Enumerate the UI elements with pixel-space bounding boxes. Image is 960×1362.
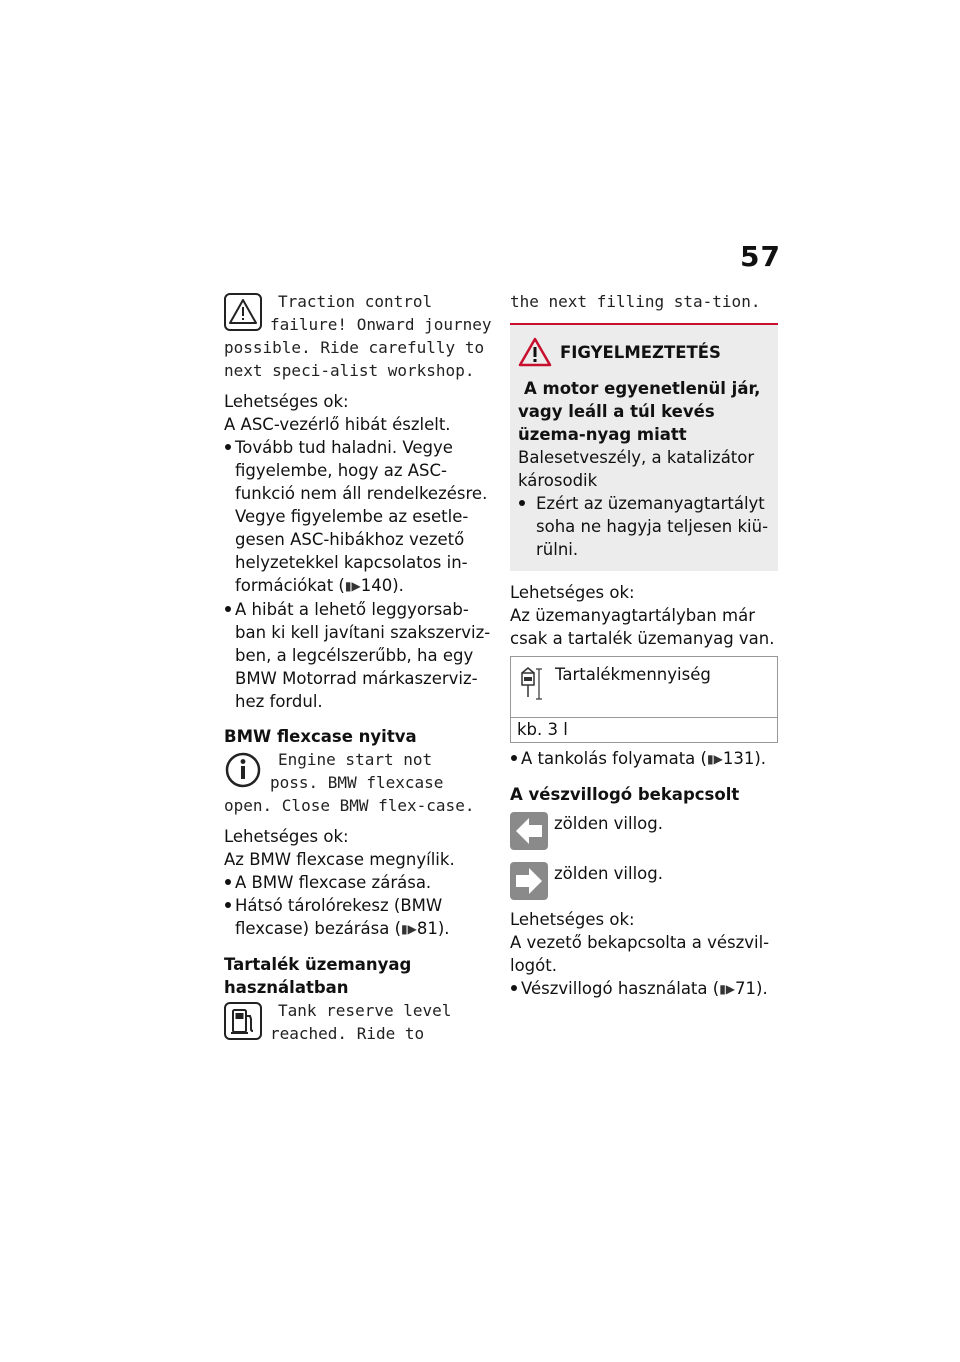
list-item-text: A BMW flexcase zárása. — [235, 873, 432, 892]
flexcase-message — [224, 748, 492, 817]
list-item — [224, 436, 492, 598]
turn-right-row — [510, 862, 778, 900]
turn-left-row — [510, 812, 778, 850]
possible-cause-text: Az üzemanyagtartályban már csak a tartalék üzemanyag van. — [510, 606, 775, 648]
warning-box — [510, 323, 778, 571]
right-column — [510, 290, 778, 1001]
traction-message-first-line: Traction control — [278, 292, 433, 311]
warning-triangle-icon — [224, 293, 262, 331]
flexcase-heading: BMW flexcase nyitva — [224, 727, 417, 746]
reserve-quantity-table — [510, 656, 778, 743]
list-item-text: Vészvillogó használata ( — [521, 979, 720, 998]
reserve-message-continuation: the next filling sta-tion. — [510, 292, 761, 311]
page-reference-link[interactable]: 71 — [735, 979, 757, 998]
reserve-message-first-line: Tank reserve level — [278, 1001, 452, 1020]
warning-bold-text: A motor egyenetlenül jár, vagy leáll a túl kevés üzema-nyag miatt — [518, 379, 761, 444]
possible-cause-text: Az BMW flexcase megnyílik. — [224, 850, 455, 869]
list-item — [224, 598, 492, 713]
page-reference-arrow-icon: ▮▶ — [344, 579, 361, 593]
fuel-pump-icon — [224, 1002, 262, 1040]
list-item-text: Tovább tud haladni. Vegye figyelembe, hogy az ASC-funkció nem áll rendelkezésre. Vegye figyelembe az esetle-gesen ASC-hibákhoz vezető helyzetekkel kapcsolatos in-formációkat ( — [235, 438, 488, 595]
page-number: 57 — [740, 240, 781, 273]
list-item — [510, 747, 778, 771]
turn-right-text: zölden villog. — [554, 864, 663, 883]
flexcase-message-rest: poss. BMW flexcase open. Close BMW flex-case. — [224, 773, 475, 815]
page-reference-arrow-icon: ▮▶ — [401, 922, 417, 936]
warning-triangle-icon — [518, 337, 552, 367]
list-item — [510, 977, 778, 1001]
arrow-right-icon — [510, 862, 548, 900]
flexcase-message-first-line: Engine start not — [278, 750, 433, 769]
traction-control-message — [224, 290, 492, 382]
list-item — [224, 871, 492, 894]
possible-cause-label: Lehetséges ok: — [224, 392, 349, 411]
list-item-tail: ). — [437, 919, 450, 938]
reserve-heading: Tartalék üzemanyag használatban — [224, 955, 412, 997]
table-header-label: Tartalékmennyiség — [555, 665, 711, 684]
warning-title: FIGYELMEZTETÉS — [560, 342, 721, 362]
tank-reserve-icon — [517, 663, 545, 703]
warning-text: Balesetveszély, a katalizátor károsodik — [518, 448, 755, 490]
possible-cause-label: Lehetséges ok: — [510, 910, 635, 929]
page-reference-link[interactable]: 140 — [360, 576, 393, 595]
info-icon — [224, 751, 262, 789]
warning-header — [518, 337, 770, 367]
warning-list-item — [518, 492, 770, 561]
turn-left-text: zölden villog. — [554, 814, 663, 833]
hazard-heading: A vészvillogó bekapcsolt — [510, 785, 740, 804]
list-item-tail: ). — [754, 749, 767, 768]
reserve-message-rest: reached. Ride to — [270, 1024, 425, 1043]
table-cell-value: kb. 3 l — [517, 720, 568, 739]
possible-cause-text: A ASC-vezérlő hibát észlelt. — [224, 415, 451, 434]
arrow-left-icon — [510, 812, 548, 850]
list-item-text: Ezért az üzemanyagtartályt soha ne hagyja teljesen kiü-rülni. — [536, 494, 769, 559]
page-reference-link[interactable]: 131 — [722, 749, 755, 768]
possible-cause-text: A vezető bekapcsolta a vészvil-logót. — [510, 933, 770, 975]
page-reference-arrow-icon: ▮▶ — [719, 982, 736, 996]
list-item — [224, 894, 492, 941]
list-item-tail: ). — [392, 576, 404, 595]
page-reference-arrow-icon: ▮▶ — [706, 752, 723, 766]
list-item-text: A tankolás folyamata ( — [521, 749, 707, 768]
page-reference-link[interactable]: 81 — [416, 919, 438, 938]
list-item-text: Hátsó tárolórekesz (BMW flexcase) bezárása ( — [235, 896, 443, 938]
list-item-text: A hibát a lehető leggyorsab-ban ki kell javítani szakszerviz-ben, a legcélszerűbb, ha egy BMW Motorrad márkaszerviz-hez fordul. — [235, 600, 491, 711]
possible-cause-label: Lehetséges ok: — [510, 583, 635, 602]
traction-message-rest: failure! Onward journey possible. Ride carefully to next speci-alist workshop. — [224, 315, 492, 380]
tank-reserve-message — [224, 999, 492, 1045]
possible-cause-label: Lehetséges ok: — [224, 827, 349, 846]
list-item-tail: ). — [756, 979, 768, 998]
table-header — [511, 657, 777, 718]
left-column — [224, 290, 492, 1045]
